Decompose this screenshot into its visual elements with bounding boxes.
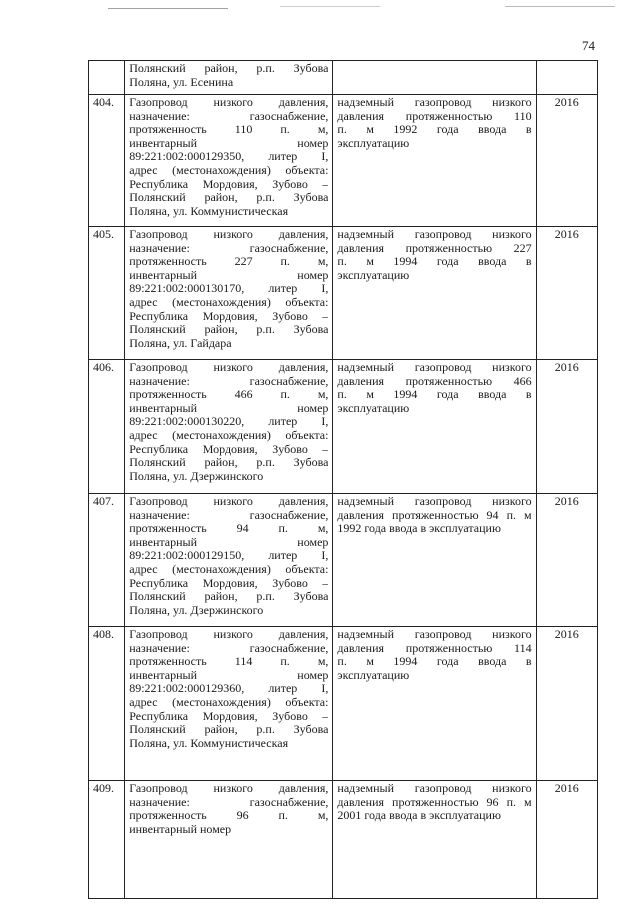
- description-line: п. м 1992 года ввода в: [337, 123, 532, 137]
- description-line: 1992 года ввода в эксплуатацию: [337, 522, 501, 536]
- description-line: надземный газопровод низкого: [337, 228, 532, 241]
- object-line: Газопровод низкого давления,: [129, 228, 329, 241]
- description-line: п. м 1994 года ввода в: [337, 388, 532, 402]
- table-row: [89, 95, 598, 227]
- table-body: [89, 61, 598, 899]
- object-line: Газопровод низкого давления,: [129, 495, 329, 508]
- object-line: протяженность 466 п. м,: [129, 388, 329, 402]
- row-number: 407.: [89, 494, 125, 627]
- object-line: 89:221:002:000130220, литер I,: [129, 415, 329, 429]
- object-line: Поляна, ул. Есенина: [129, 75, 234, 89]
- transfer-year: [536, 61, 597, 95]
- description-line: давления протяженностью 227: [337, 241, 532, 255]
- object-line: назначение: газоснабжение,: [129, 795, 329, 809]
- page-number: 74: [582, 38, 595, 53]
- description-line: надземный газопровод низкого: [337, 495, 532, 508]
- object-line: назначение: газоснабжение,: [129, 241, 329, 255]
- technical-description: [333, 360, 536, 494]
- object-description: [125, 61, 333, 95]
- object-line: адрес (местонахождения) объекта:: [129, 163, 329, 177]
- description-line: давления протяженностью 466: [337, 374, 532, 388]
- row-number: [89, 61, 125, 95]
- object-line: 89:221:002:000130170, литер I,: [129, 282, 329, 296]
- technical-description: [333, 627, 536, 781]
- object-description: [125, 95, 333, 227]
- description-line: надземный газопровод низкого: [337, 782, 532, 795]
- object-line: Полянский район, р.п. Зубова: [129, 323, 329, 337]
- object-line: адрес (местонахождения) объекта:: [129, 695, 329, 709]
- description-line: давления протяженностью 110: [337, 109, 532, 123]
- object-line: протяженность 227 п. м,: [129, 255, 329, 269]
- row-number: 404.: [89, 95, 125, 227]
- transfer-year: 2016: [536, 494, 597, 627]
- technical-description: [333, 227, 536, 360]
- object-line: 89:221:002:000129350, литер I,: [129, 150, 329, 164]
- technical-description: [333, 61, 536, 95]
- scan-artifact-top-right: [505, 6, 615, 7]
- object-line: адрес (местонахождения) объекта:: [129, 562, 329, 576]
- object-line: инвентарный номер: [129, 535, 329, 549]
- technical-description: [333, 781, 536, 899]
- object-line: Полянский район, р.п. Зубова: [129, 590, 329, 604]
- object-line: Поляна, ул. Дзержинского: [129, 603, 264, 617]
- object-line: протяженность 96 п. м,: [129, 809, 329, 823]
- object-line: назначение: газоснабжение,: [129, 641, 329, 655]
- technical-description: [333, 95, 536, 227]
- description-line: п. м 1994 года ввода в: [337, 655, 532, 669]
- row-number: 409.: [89, 781, 125, 899]
- object-line: Газопровод низкого давления,: [129, 628, 329, 641]
- object-line: протяженность 94 п. м,: [129, 522, 329, 536]
- row-number: 408.: [89, 627, 125, 781]
- transfer-year: 2016: [536, 227, 597, 360]
- object-line: 89:221:002:000129150, литер I,: [129, 549, 329, 563]
- object-line: Республика Мордовия, Зубово –: [129, 576, 329, 590]
- description-line: надземный газопровод низкого: [337, 361, 532, 374]
- transfer-year: 2016: [536, 360, 597, 494]
- table-row: [89, 627, 598, 781]
- object-line: Газопровод низкого давления,: [129, 96, 329, 109]
- description-line: 2001 года ввода в эксплуатацию: [337, 809, 501, 823]
- object-description: [125, 627, 333, 781]
- description-line: эксплуатацию: [337, 136, 410, 150]
- object-line: Газопровод низкого давления,: [129, 782, 329, 795]
- description-line: п. м 1994 года ввода в: [337, 255, 532, 269]
- object-description: [125, 360, 333, 494]
- object-line: Полянский район, р.п. Зубова: [129, 191, 329, 205]
- row-number: 406.: [89, 360, 125, 494]
- description-line: давления протяженностью 96 п. м: [337, 795, 532, 809]
- table-row: [89, 360, 598, 494]
- object-description: [125, 494, 333, 627]
- object-line: 89:221:002:000129360, литер I,: [129, 682, 329, 696]
- object-line: Газопровод низкого давления,: [129, 361, 329, 374]
- object-line: Поляна, ул. Дзержинского: [129, 469, 264, 483]
- row-number: 405.: [89, 227, 125, 360]
- scan-artifact-top-center: [280, 6, 380, 7]
- object-line: Полянский район, р.п. Зубова: [129, 62, 329, 75]
- scan-artifact-top-left: [108, 8, 228, 9]
- description-line: эксплуатацию: [337, 401, 410, 415]
- technical-description: [333, 494, 536, 627]
- object-line: Поляна, ул. Коммунистическая: [129, 736, 289, 750]
- description-line: давления протяженностью 114: [337, 641, 532, 655]
- object-line: Поляна, ул. Гайдара: [129, 336, 232, 350]
- transfer-year: 2016: [536, 627, 597, 781]
- object-line: инвентарный номер: [129, 668, 329, 682]
- transfer-year: 2016: [536, 95, 597, 227]
- object-line: Республика Мордовия, Зубово –: [129, 177, 329, 191]
- object-line: Республика Мордовия, Зубово –: [129, 442, 329, 456]
- description-line: надземный газопровод низкого: [337, 628, 532, 641]
- object-line: Республика Мордовия, Зубово –: [129, 709, 329, 723]
- description-line: эксплуатацию: [337, 268, 410, 282]
- table-row: [89, 781, 598, 899]
- table-row: [89, 494, 598, 627]
- object-line: Полянский район, р.п. Зубова: [129, 723, 329, 737]
- description-line: эксплуатацию: [337, 668, 410, 682]
- object-line: инвентарный номер: [129, 268, 329, 282]
- object-description: [125, 227, 333, 360]
- object-line: адрес (местонахождения) объекта:: [129, 428, 329, 442]
- object-line: инвентарный номер: [129, 822, 232, 836]
- object-line: Полянский район, р.п. Зубова: [129, 456, 329, 470]
- transfer-year: 2016: [536, 781, 597, 899]
- property-registry-table: [88, 60, 598, 899]
- object-line: назначение: газоснабжение,: [129, 508, 329, 522]
- object-line: Республика Мордовия, Зубово –: [129, 309, 329, 323]
- object-line: протяженность 114 п. м,: [129, 655, 329, 669]
- object-line: протяженность 110 п. м,: [129, 123, 329, 137]
- object-line: инвентарный номер: [129, 401, 329, 415]
- description-line: надземный газопровод низкого: [337, 96, 532, 109]
- object-line: назначение: газоснабжение,: [129, 109, 329, 123]
- object-line: назначение: газоснабжение,: [129, 374, 329, 388]
- description-line: давления протяженностью 94 п. м: [337, 508, 532, 522]
- object-line: адрес (местонахождения) объекта:: [129, 295, 329, 309]
- object-line: инвентарный номер: [129, 136, 329, 150]
- table-row: [89, 227, 598, 360]
- object-description: [125, 781, 333, 899]
- object-line: Поляна, ул. Коммунистическая: [129, 204, 289, 218]
- table-row: [89, 61, 598, 95]
